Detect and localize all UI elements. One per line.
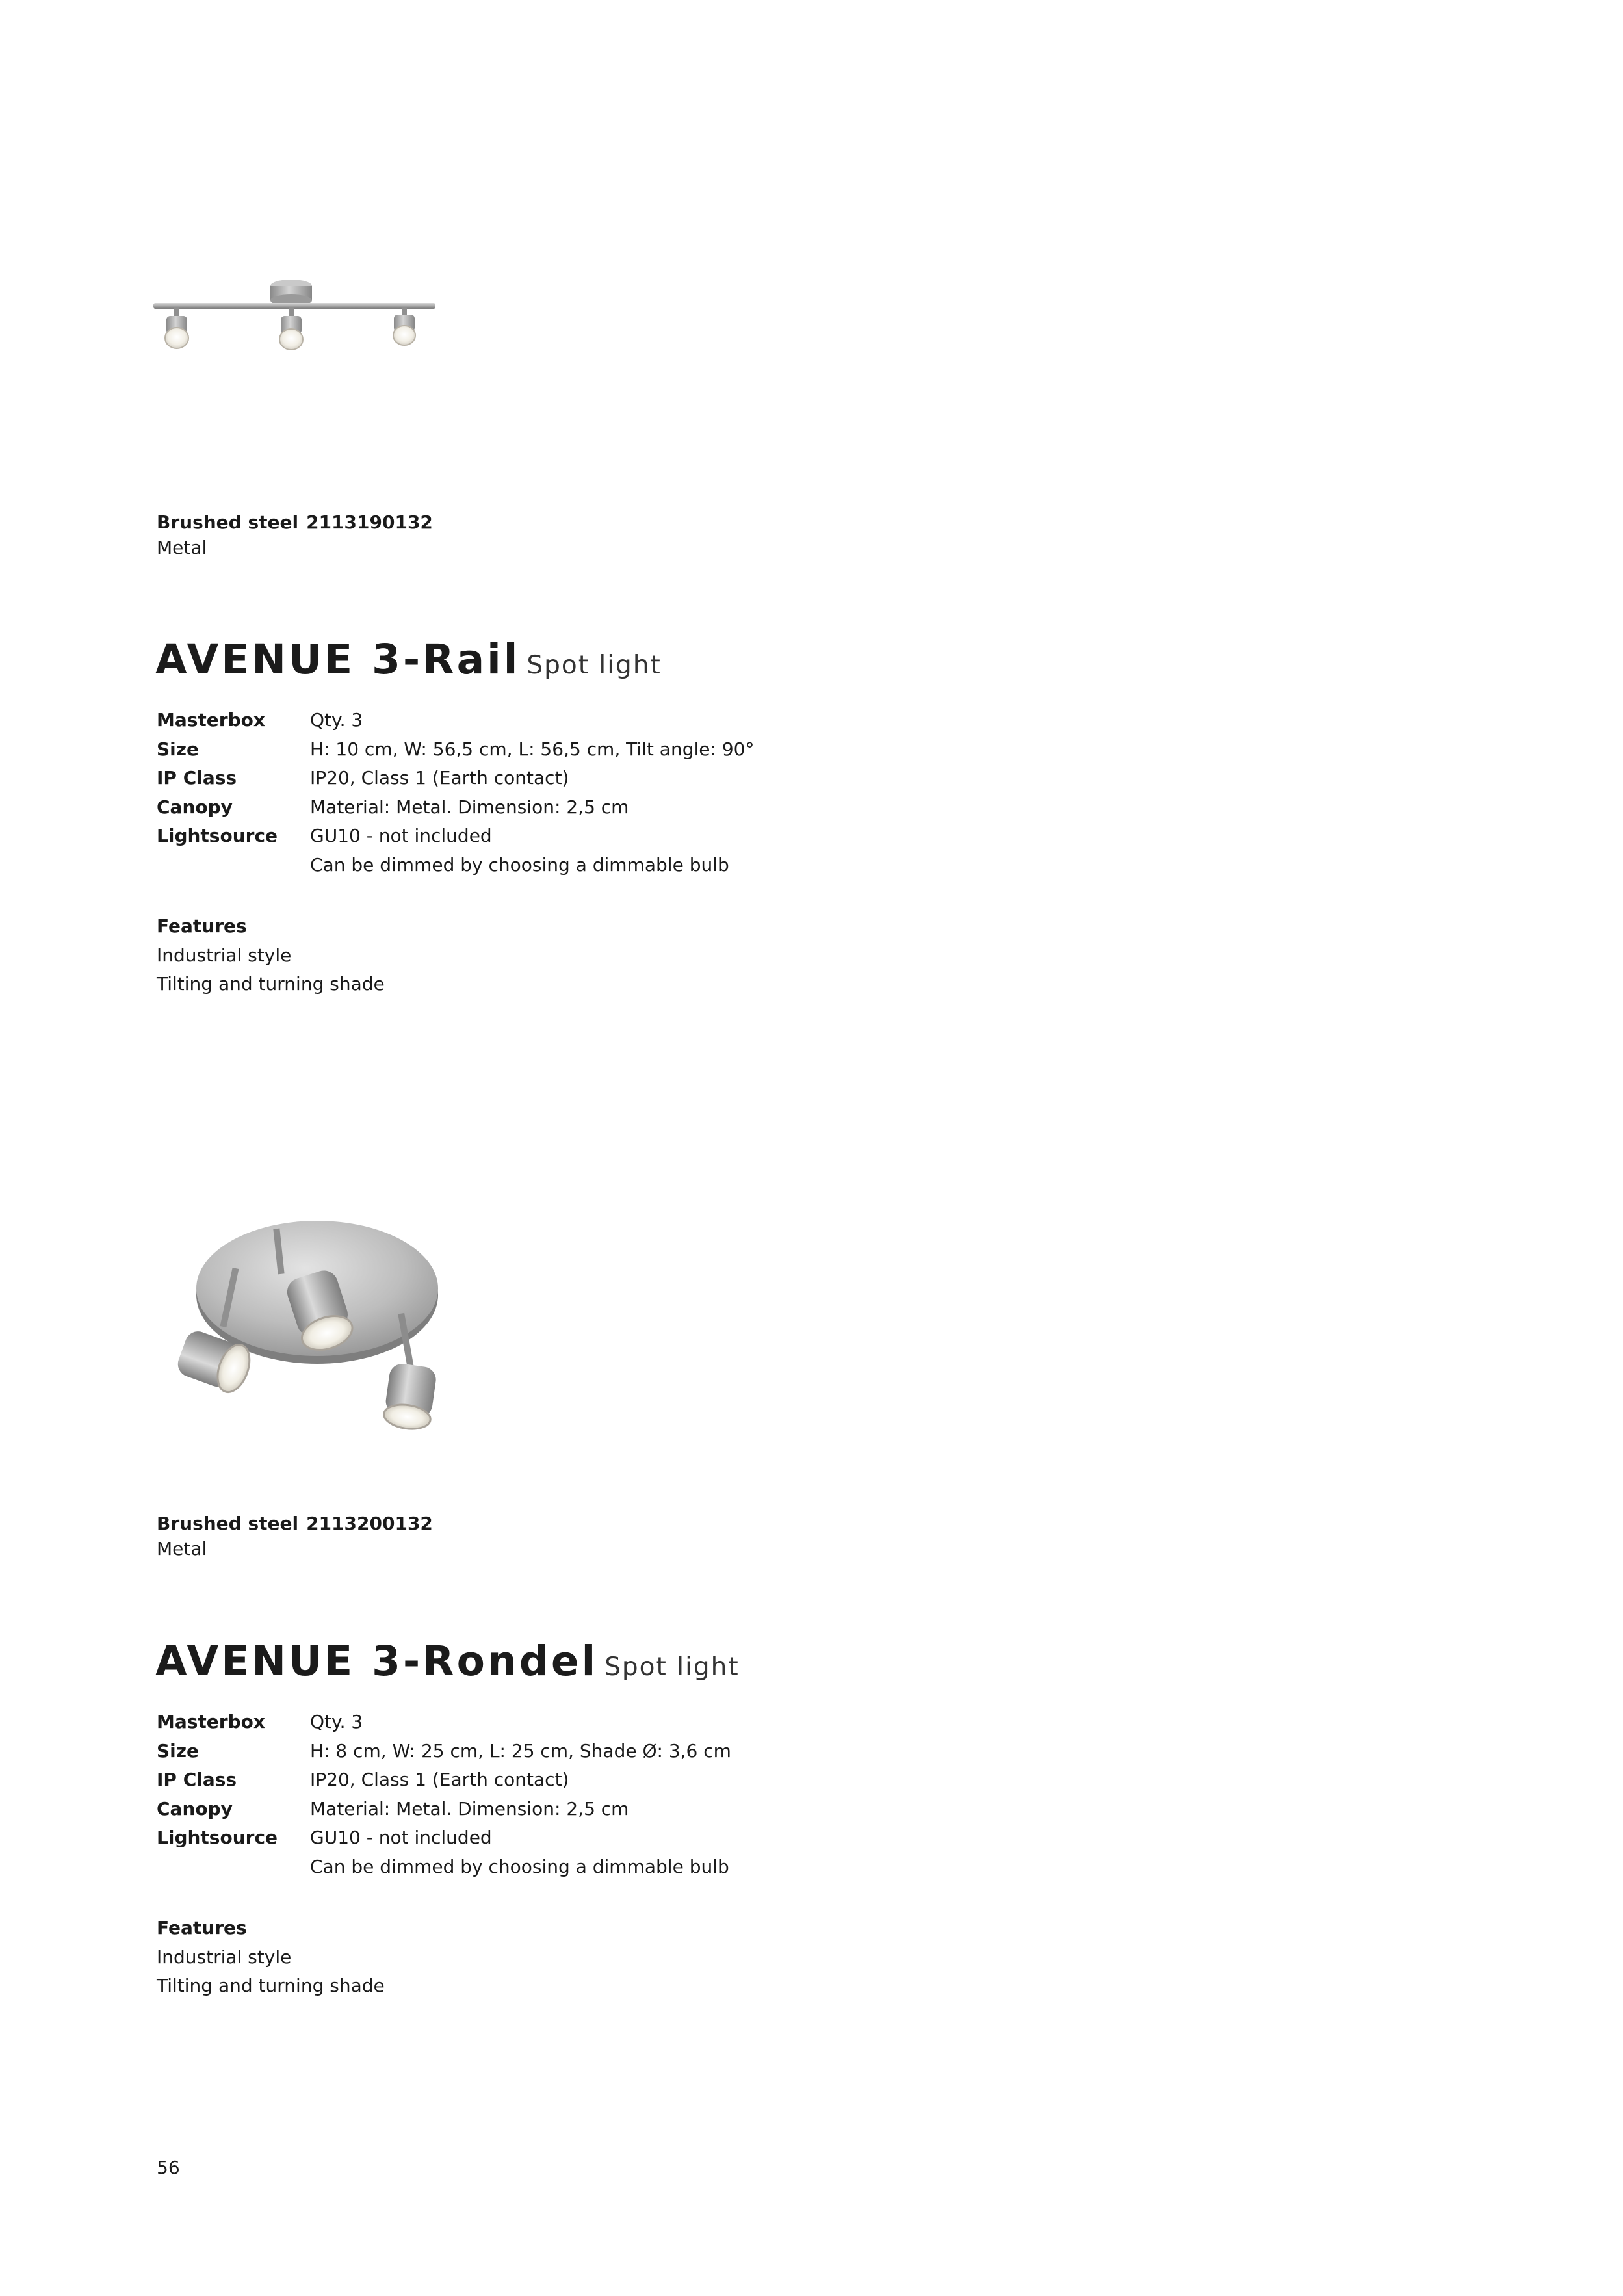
spec-label: IP Class	[157, 767, 237, 789]
product-image-rondel	[151, 1190, 442, 1476]
spec-label	[157, 1853, 310, 1882]
spec-value: Can be dimmed by choosing a dimmable bulb	[310, 1855, 729, 1877]
variant-code: 2113190132	[306, 512, 433, 533]
feature-item: Industrial style	[157, 944, 292, 966]
product-variant	[157, 1511, 433, 1561]
product-name: AVENUE 3-Rondel	[155, 1637, 599, 1685]
spec-label: Canopy	[157, 796, 233, 818]
variant-finish: Brushed steel	[157, 512, 299, 533]
page-number: 56	[157, 2157, 180, 2178]
spec-value: Can be dimmed by choosing a dimmable bulb	[310, 854, 729, 876]
spec-row-ip-class	[157, 1766, 731, 1795]
variant-finish: Brushed steel	[157, 1513, 299, 1534]
spec-value: Material: Metal. Dimension: 2,5 cm	[310, 796, 629, 818]
spec-row-lightsource	[157, 822, 754, 851]
product-title	[155, 1637, 740, 1685]
spec-row-ip-class	[157, 764, 754, 793]
spec-row-dimming	[157, 1853, 731, 1882]
spec-label: Size	[157, 738, 200, 760]
spec-value: Qty. 3	[310, 709, 363, 731]
features-heading: Features	[157, 915, 247, 937]
product-variant	[157, 510, 433, 560]
spec-value: H: 10 cm, W: 56,5 cm, L: 56,5 cm, Tilt angle: 90°	[310, 738, 755, 760]
spec-row-size	[157, 735, 754, 764]
spec-label: Lightsource	[157, 825, 278, 846]
spec-label	[157, 851, 310, 880]
spec-value: Qty. 3	[310, 1711, 363, 1732]
spec-value: GU10 - not included	[310, 1827, 492, 1848]
variant-code: 2113200132	[306, 1513, 433, 1534]
feature-item: Tilting and turning shade	[157, 973, 385, 995]
spec-row-dimming	[157, 851, 754, 880]
spec-label: Lightsource	[157, 1827, 278, 1848]
spec-value: IP20, Class 1 (Earth contact)	[310, 1769, 569, 1790]
spec-label: Canopy	[157, 1797, 233, 1820]
spec-row-masterbox	[157, 1708, 731, 1737]
spec-value: H: 8 cm, W: 25 cm, L: 25 cm, Shade Ø: 3,6 cm	[310, 1740, 731, 1762]
spec-row-canopy	[157, 1795, 731, 1824]
product-title	[155, 636, 662, 683]
product-name: AVENUE 3-Rail	[155, 636, 521, 683]
product-type: Spot light	[604, 1652, 740, 1682]
spec-row-masterbox	[157, 706, 754, 735]
spec-label: Masterbox	[157, 1711, 265, 1732]
spec-value: Material: Metal. Dimension: 2,5 cm	[310, 1797, 629, 1820]
spec-table	[157, 706, 754, 880]
feature-item: Industrial style	[157, 1946, 292, 1968]
spec-row-lightsource	[157, 1823, 731, 1853]
spec-row-canopy	[157, 793, 754, 822]
spec-value: IP20, Class 1 (Earth contact)	[310, 767, 569, 789]
product-type: Spot light	[526, 651, 662, 680]
product-image-rail	[151, 195, 442, 481]
features-section	[157, 912, 385, 999]
spec-table	[157, 1708, 731, 1881]
spec-label: IP Class	[157, 1769, 237, 1790]
variant-material: Metal	[157, 1538, 207, 1559]
spec-label: Masterbox	[157, 709, 265, 731]
feature-item: Tilting and turning shade	[157, 1975, 385, 1996]
spec-value: GU10 - not included	[310, 825, 492, 846]
variant-material: Metal	[157, 537, 207, 558]
spec-label: Size	[157, 1740, 200, 1762]
features-section	[157, 1914, 385, 2001]
spec-row-size	[157, 1737, 731, 1766]
features-heading: Features	[157, 1917, 247, 1938]
